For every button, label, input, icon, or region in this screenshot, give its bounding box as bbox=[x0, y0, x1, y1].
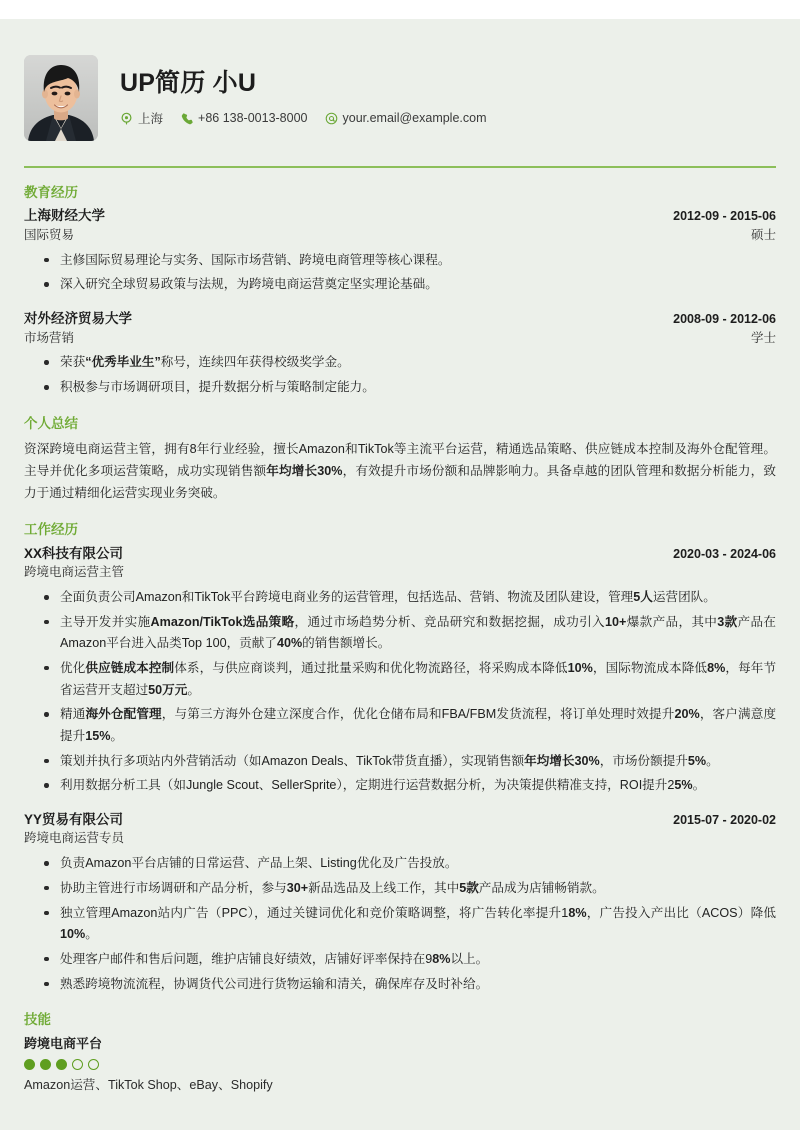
contact-location bbox=[120, 109, 163, 127]
list-item: 负责Amazon平台店铺的日常运营、产品上架、Listing优化及广告投放。 bbox=[24, 853, 776, 875]
school-name: 上海财经大学 bbox=[24, 208, 105, 224]
contact-email-text: your.email@example.com bbox=[342, 111, 487, 126]
work-entry-header bbox=[24, 544, 776, 564]
skill-tags: Amazon运营、TikTok Shop、eBay、Shopify bbox=[24, 1077, 273, 1092]
school-name: 对外经济贸易大学 bbox=[24, 311, 132, 327]
list-item: 主导开发并实施Amazon/TikTok选品策略，通过市场趋势分析、竞品研究和数据挖掘，成功引入10+爆款产品，其中3款产品在Amazon平台进入品类Top 100，贡献了40%的销售额增长。 bbox=[24, 612, 776, 655]
work-role: 跨境电商运营专员 bbox=[24, 831, 125, 846]
education-entry bbox=[24, 206, 776, 296]
education-entry-sub bbox=[24, 329, 776, 348]
list-item: 利用数据分析工具（如Jungle Scout、SellerSprite），定期进行运营数据分析，为决策提供精准支持，ROI提升25%。 bbox=[24, 775, 776, 797]
work-date: 2015-07 - 2020-02 bbox=[673, 812, 776, 827]
list-item: 全面负责公司Amazon和TikTok平台跨境电商业务的运营管理，包括选品、营销、物流及团队建设，管理5人运营团队。 bbox=[24, 587, 776, 609]
company-name: YY贸易有限公司 bbox=[24, 811, 124, 827]
list-item: 优化供应链成本控制体系，与供应商谈判，通过批量采购和优化物流路径，将采购成本降低10%，国际物流成本降低8%，每年节省运营开支超过50万元。 bbox=[24, 658, 776, 701]
company-name: XX科技有限公司 bbox=[24, 545, 124, 561]
profile-photo-icon bbox=[24, 55, 98, 141]
education-date: 2012-09 - 2015-06 bbox=[673, 209, 776, 224]
resume-header bbox=[24, 19, 776, 141]
education-degree: 学士 bbox=[750, 330, 776, 345]
rating-dot bbox=[56, 1059, 67, 1070]
header-divider bbox=[24, 166, 776, 168]
contact-location-text: 上海 bbox=[138, 112, 164, 127]
education-entry-header bbox=[24, 206, 776, 226]
work-entry-sub bbox=[24, 563, 776, 582]
list-item: 协助主管进行市场调研和产品分析，参与30+新品选品及上线工作，其中5款产品成为店铺畅销款。 bbox=[24, 878, 776, 900]
summary-text: 资深跨境电商运营主管，拥有8年行业经验，擅长Amazon和TikTok等主流平台运营，精通选品策略、供应链成本控制及海外仓配管理。主导并优化多项运营策略，成功实现销售额年均增长30%，有效提升市场份额和品牌影响力。具备卓越的团队管理和数据分析能力，致力于通过精细化运营实现业务突破。 bbox=[24, 441, 777, 501]
education-entry-header bbox=[24, 309, 776, 329]
section-skills bbox=[24, 1012, 776, 1095]
section-work bbox=[24, 522, 776, 995]
list-item: 独立管理Amazon站内广告（PPC），通过关键词优化和竞价策略调整，将广告转化率提升18%，广告投入产出比（ACOS）降低10%。 bbox=[24, 903, 776, 946]
list-item: 深入研究全球贸易政策与法规，为跨境电商运营奠定坚实理论基础。 bbox=[24, 274, 776, 296]
work-bullets bbox=[24, 587, 776, 797]
list-item: 处理客户邮件和售后问题，维护店铺良好绩效，店铺好评率保持在98%以上。 bbox=[24, 949, 776, 971]
list-item: 积极参与市场调研项目，提升数据分析与策略制定能力。 bbox=[24, 377, 776, 399]
rating-dot bbox=[40, 1059, 51, 1070]
phone-icon bbox=[180, 112, 193, 125]
email-at-icon bbox=[325, 112, 338, 125]
skill-item bbox=[24, 1034, 776, 1095]
avatar bbox=[24, 55, 98, 141]
work-bullets bbox=[24, 853, 776, 995]
list-item: 精通海外仓配管理，与第三方海外仓建立深度合作，优化仓储布局和FBA/FBM发货流程，将订单处理时效提升20%，客户满意度提升15%。 bbox=[24, 704, 776, 747]
section-title-work: 工作经历 bbox=[24, 521, 78, 537]
page-title: UP简历 小U bbox=[120, 68, 257, 97]
section-title-skills: 技能 bbox=[24, 1012, 51, 1028]
education-bullets bbox=[24, 250, 776, 296]
resume-sheet bbox=[0, 19, 800, 1130]
section-summary bbox=[24, 416, 776, 505]
contact-row bbox=[120, 109, 776, 127]
education-major: 市场营销 bbox=[24, 330, 75, 345]
education-entry-sub bbox=[24, 226, 776, 245]
education-bullets bbox=[24, 352, 776, 398]
section-education bbox=[24, 185, 776, 399]
identity-block bbox=[120, 69, 776, 128]
education-degree: 硕士 bbox=[750, 228, 776, 243]
work-entry-sub bbox=[24, 829, 776, 848]
list-item: 熟悉跨境物流流程，协调货代公司进行货物运输和清关，确保库存及时补给。 bbox=[24, 974, 776, 996]
work-entry bbox=[24, 544, 776, 797]
education-entry bbox=[24, 309, 776, 399]
location-pin-icon bbox=[120, 112, 133, 125]
contact-phone bbox=[180, 111, 307, 125]
skill-name: 跨境电商平台 bbox=[24, 1036, 103, 1052]
education-date: 2008-09 - 2012-06 bbox=[673, 312, 776, 327]
skill-rating bbox=[24, 1059, 776, 1070]
work-entry-header bbox=[24, 810, 776, 830]
rating-dot bbox=[24, 1059, 35, 1070]
rating-dot bbox=[72, 1059, 83, 1070]
rating-dot bbox=[88, 1059, 99, 1070]
work-entry bbox=[24, 810, 776, 995]
education-major: 国际贸易 bbox=[24, 228, 75, 243]
work-date: 2020-03 - 2024-06 bbox=[673, 546, 776, 561]
section-title-summary: 个人总结 bbox=[24, 415, 78, 431]
list-item: 策划并执行多项站内外营销活动（如Amazon Deals、TikTok带货直播），实现销售额年均增长30%，市场份额提升5%。 bbox=[24, 751, 776, 773]
section-title-education: 教育经历 bbox=[24, 184, 78, 200]
list-item: 主修国际贸易理论与实务、国际市场营销、跨境电商管理等核心课程。 bbox=[24, 250, 776, 272]
contact-email bbox=[325, 111, 487, 125]
contact-phone-text: +86 138-0013-8000 bbox=[198, 111, 308, 126]
list-item: 荣获“优秀毕业生”称号，连续四年获得校级奖学金。 bbox=[24, 352, 776, 374]
work-role: 跨境电商运营主管 bbox=[24, 565, 125, 580]
